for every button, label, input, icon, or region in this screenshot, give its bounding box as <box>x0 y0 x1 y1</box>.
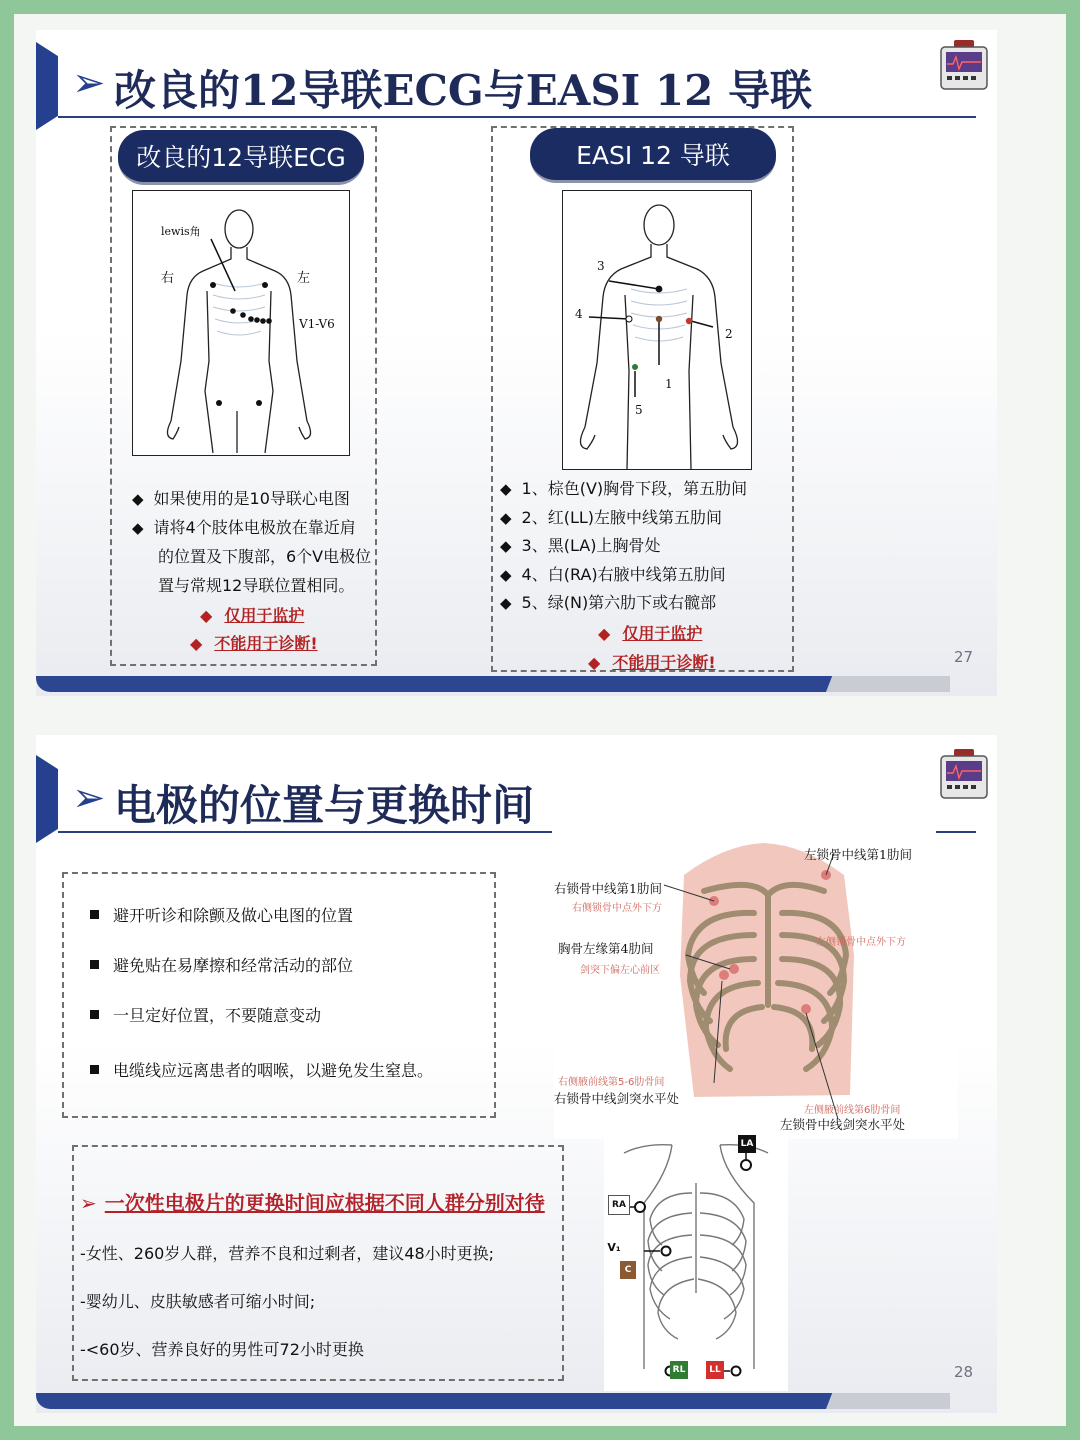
replacement-line-2: -婴幼儿、皮肤敏感者可缩小时间; <box>80 1292 316 1311</box>
rib-sublabel-top-left: 右侧锁骨中点外下方 <box>572 903 662 914</box>
slide-27 <box>36 30 997 696</box>
v1-v6-label: V1-V6 <box>299 317 335 331</box>
replacement-line-3: -<60岁、营养良好的男性可72小时更换 <box>80 1340 364 1359</box>
ecg-monitor-icon <box>938 747 990 801</box>
rib-label-bottom-right: 左锁骨中线剑突水平处 <box>780 1117 906 1132</box>
title-arrow-icon: ➢ <box>72 60 106 106</box>
page-number: 27 <box>954 648 974 666</box>
slide-title: 改良的12导联ECG与EASI 12 导联 <box>114 66 813 115</box>
left-bullet-2-cont-a: 的位置及下腹部，6个V电极位 <box>158 547 372 566</box>
rib-cage-figure <box>554 835 958 1139</box>
easi-num-3: 3 <box>597 259 605 273</box>
electrode-la: LA <box>738 1135 756 1153</box>
right-side-label: 右 <box>161 271 175 286</box>
rib-label-top-right: 左锁骨中线第1肋间 <box>804 847 912 862</box>
slide-title: 电极的位置与更换时间 <box>114 781 535 830</box>
title-rule-right <box>936 831 976 833</box>
rib-label-bottom-left: 右锁骨中线剑突水平处 <box>554 1091 680 1106</box>
bottom-band-gray <box>826 676 950 692</box>
placement-point-4: 电缆线应远离患者的咽喉，以避免发生窒息。 <box>90 1058 433 1081</box>
rib-label-mid-left: 胸骨左缘第4肋间 <box>558 941 654 956</box>
easi-bullet-1: ◆ 1、棕色(V)胸骨下段，第五肋间 <box>500 479 748 498</box>
rib-label-top-left: 右锁骨中线第1肋间 <box>554 881 662 896</box>
modified-ecg-figure <box>132 190 350 456</box>
modified-ecg-pill: 改良的12导联ECG <box>118 130 364 185</box>
electrode-ll: LL <box>706 1361 724 1379</box>
placement-point-1: 避开听诊和除颤及做心电图的位置 <box>90 903 353 926</box>
electrode-placement-figure <box>604 1133 788 1391</box>
placement-point-3: 一旦定好位置，不要随意变动 <box>90 1003 321 1026</box>
page-number: 28 <box>954 1363 974 1381</box>
slide-28 <box>36 735 997 1413</box>
rib-sublabel-bottom-left: 右侧腋前线第5-6肋骨间 <box>558 1077 665 1088</box>
easi-figure <box>562 190 752 470</box>
easi-num-5: 5 <box>635 403 643 417</box>
easi-num-4: 4 <box>575 307 583 321</box>
easi-bullet-2: ◆ 2、红(LL)左腋中线第五肋间 <box>500 508 723 527</box>
title-accent-bar <box>36 42 58 130</box>
left-warning-diagnosis: ◆ 不能用于诊断! <box>190 634 318 653</box>
easi-bullet-5: ◆ 5、绿(N)第六肋下或右髋部 <box>500 593 717 612</box>
easi-num-2: 2 <box>725 327 733 341</box>
bottom-band <box>36 676 844 692</box>
easi-num-1: 1 <box>665 377 673 391</box>
easi-warning-monitor: ◆ 仅用于监护 <box>598 624 703 643</box>
rib-sublabel-mid-left: 剑突下偏左心前区 <box>580 965 660 976</box>
title-arrow-icon: ➢ <box>72 775 106 821</box>
easi-pill: EASI 12 导联 <box>530 128 776 183</box>
left-warning-monitor: ◆ 仅用于监护 <box>200 606 305 625</box>
replacement-heading: ➢ 一次性电极片的更换时间应根据不同人群分别对待 <box>80 1191 545 1215</box>
left-bullet-2-cont-b: 置与常规12导联位置相同。 <box>158 576 355 595</box>
rib-sublabel-top-right: 左侧锁骨中点外下方 <box>816 937 906 948</box>
left-bullet-2: ◆ 请将4个肢体电极放在靠近肩 <box>132 518 356 537</box>
easi-bullet-4: ◆ 4、白(RA)右腋中线第五肋间 <box>500 565 726 584</box>
bottom-band-gray <box>826 1393 950 1409</box>
left-side-label: 左 <box>297 271 311 286</box>
title-rule-left <box>58 831 552 833</box>
easi-warning-diagnosis: ◆ 不能用于诊断! <box>588 653 716 672</box>
replacement-line-1: -女性、260岁人群，营养不良和过剩者，建议48小时更换; <box>80 1244 495 1263</box>
electrode-ra: RA <box>608 1195 630 1215</box>
bottom-band <box>36 1393 844 1409</box>
ecg-monitor-icon <box>938 38 990 92</box>
electrode-c: C <box>620 1261 636 1279</box>
left-bullet-1: ◆ 如果使用的是10导联心电图 <box>132 489 350 508</box>
electrode-rl: RL <box>670 1361 688 1379</box>
title-accent-bar <box>36 755 58 843</box>
lewis-angle-label: lewis角 <box>161 225 201 238</box>
rib-sublabel-bottom-right: 左侧腋前线第6肋骨间 <box>804 1105 901 1116</box>
placement-point-2: 避免贴在易摩擦和经常活动的部位 <box>90 953 353 976</box>
electrode-v1: V₁ <box>607 1240 621 1254</box>
easi-bullet-3: ◆ 3、黑(LA)上胸骨处 <box>500 536 661 555</box>
title-rule <box>58 116 976 118</box>
